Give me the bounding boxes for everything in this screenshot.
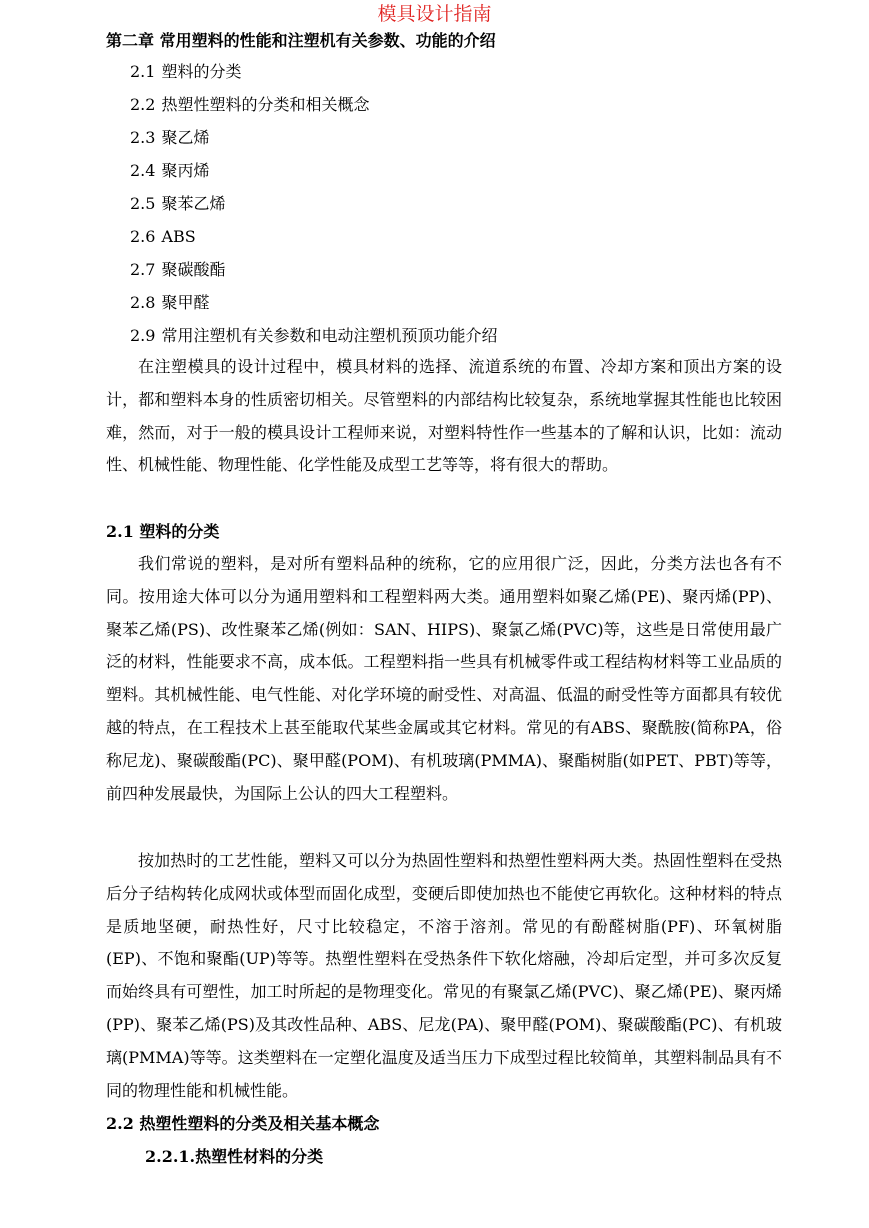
toc-item-label: 聚丙烯 [161,161,210,180]
toc-item-number: 2.2 [130,95,156,114]
section-heading-2-1: 2.1 塑料的分类 [106,522,220,541]
toc-item-number: 2.5 [130,194,156,213]
toc-item-number: 2.6 [130,227,156,246]
toc-item-label: 聚甲醛 [161,293,210,312]
toc-item-number: 2.4 [130,161,156,180]
toc-item-label: 聚苯乙烯 [161,194,226,213]
toc-item-label: 常用注塑机有关参数和电动注塑机预顶功能介绍 [161,326,498,345]
intro-paragraph: 在注塑模具的设计过程中，模具材料的选择、流道系统的布置、冷却方案和顶出方案的设计，都和塑料本身的性质密切相关。尽管塑料的内部结构比较复杂，系统地掌握其性能也比较困难，然而，对于一般的模具设计工程师来说，对塑料特性作一些基本的了解和认识，比如：流动性、机械性能、物理性能、化学性能及成型工艺等等，将有很大的帮助。 [106,357,782,475]
toc-item-number: 2.8 [130,293,156,312]
toc-item-number: 2.1 [130,62,156,81]
toc-item-number: 2.3 [130,128,156,147]
toc-item-label: 塑料的分类 [161,62,242,81]
toc-item-2-1[interactable] [130,60,497,93]
toc-item-label: 聚碳酸酯 [161,260,226,279]
subsection-heading-2-2-1: 2.2.1.热塑性材料的分类 [145,1147,324,1166]
section-2-1-paragraph-1: 我们常说的塑料，是对所有塑料品种的统称，它的应用很广泛，因此，分类方法也各有不同。按用途大体可以分为通用塑料和工程塑料两大类。通用塑料如聚乙烯(PE)、聚丙烯(PP)、聚苯乙烯(PS)、改性聚苯乙烯(例如：SAN、HIPS)、聚氯乙烯(PVC)等，这些是日常使用最广泛的材料，性能要求不高，成本低。工程塑料指一些具有机械零件或工程结构材料等工业品质的塑料。其机械性能、电气性能、对化学环境的耐受性、对高温、低温的耐受性等方面都具有较优越的特点，在工程技术上甚至能取代某些金属或其它材料。常见的有ABS、聚酰胺(简称PA，俗称尼龙)、聚碳酸酯(PC)、聚甲醛(POM)、有机玻璃(PMMA)、聚酯树脂(如PET、PBT)等等，前四种发展最快，为国际上公认的四大工程塑料。 [106,554,782,803]
toc-item-2-8[interactable] [130,291,497,324]
toc-item-2-2[interactable] [130,93,497,126]
toc-item-label: ABS [161,227,196,246]
toc-item-label: 聚乙烯 [161,128,210,147]
toc-item-2-7[interactable] [130,258,497,291]
toc-item-2-3[interactable] [130,126,497,159]
chapter-title: 第二章 常用塑料的性能和注塑机有关参数、功能的介绍 [106,31,496,50]
table-of-contents [130,60,497,357]
toc-item-number: 2.7 [130,260,156,279]
toc-item-2-5[interactable] [130,192,497,225]
toc-item-2-6[interactable] [130,225,497,258]
document-header-title: 模具设计指南 [377,3,492,25]
toc-item-number: 2.9 [130,326,156,345]
section-heading-2-2: 2.2 热塑性塑料的分类及相关基本概念 [106,1114,380,1133]
toc-item-2-4[interactable] [130,159,497,192]
section-2-1-paragraph-2: 按加热时的工艺性能，塑料又可以分为热固性塑料和热塑性塑料两大类。热固性塑料在受热后分子结构转化成网状或体型而固化成型，变硬后即使加热也不能使它再软化。这种材料的特点是质地坚硬，耐热性好，尺寸比较稳定，不溶于溶剂。常见的有酚醛树脂(PF)、环氧树脂(EP)、不饱和聚酯(UP)等等。热塑性塑料在受热条件下软化熔融，冷却后定型，并可多次反复而始终具有可塑性，加工时所起的是物理变化。常见的有聚氯乙烯(PVC)、聚乙烯(PE)、聚丙烯(PP)、聚苯乙烯(PS)及其改性品种、ABS、尼龙(PA)、聚甲醛(POM)、聚碳酸酯(PC)、有机玻璃(PMMA)等等。这类塑料在一定塑化温度及适当压力下成型过程比较简单，其塑料制品具有不同的物理性能和机械性能。 [106,851,782,1100]
toc-item-label: 热塑性塑料的分类和相关概念 [161,95,370,114]
